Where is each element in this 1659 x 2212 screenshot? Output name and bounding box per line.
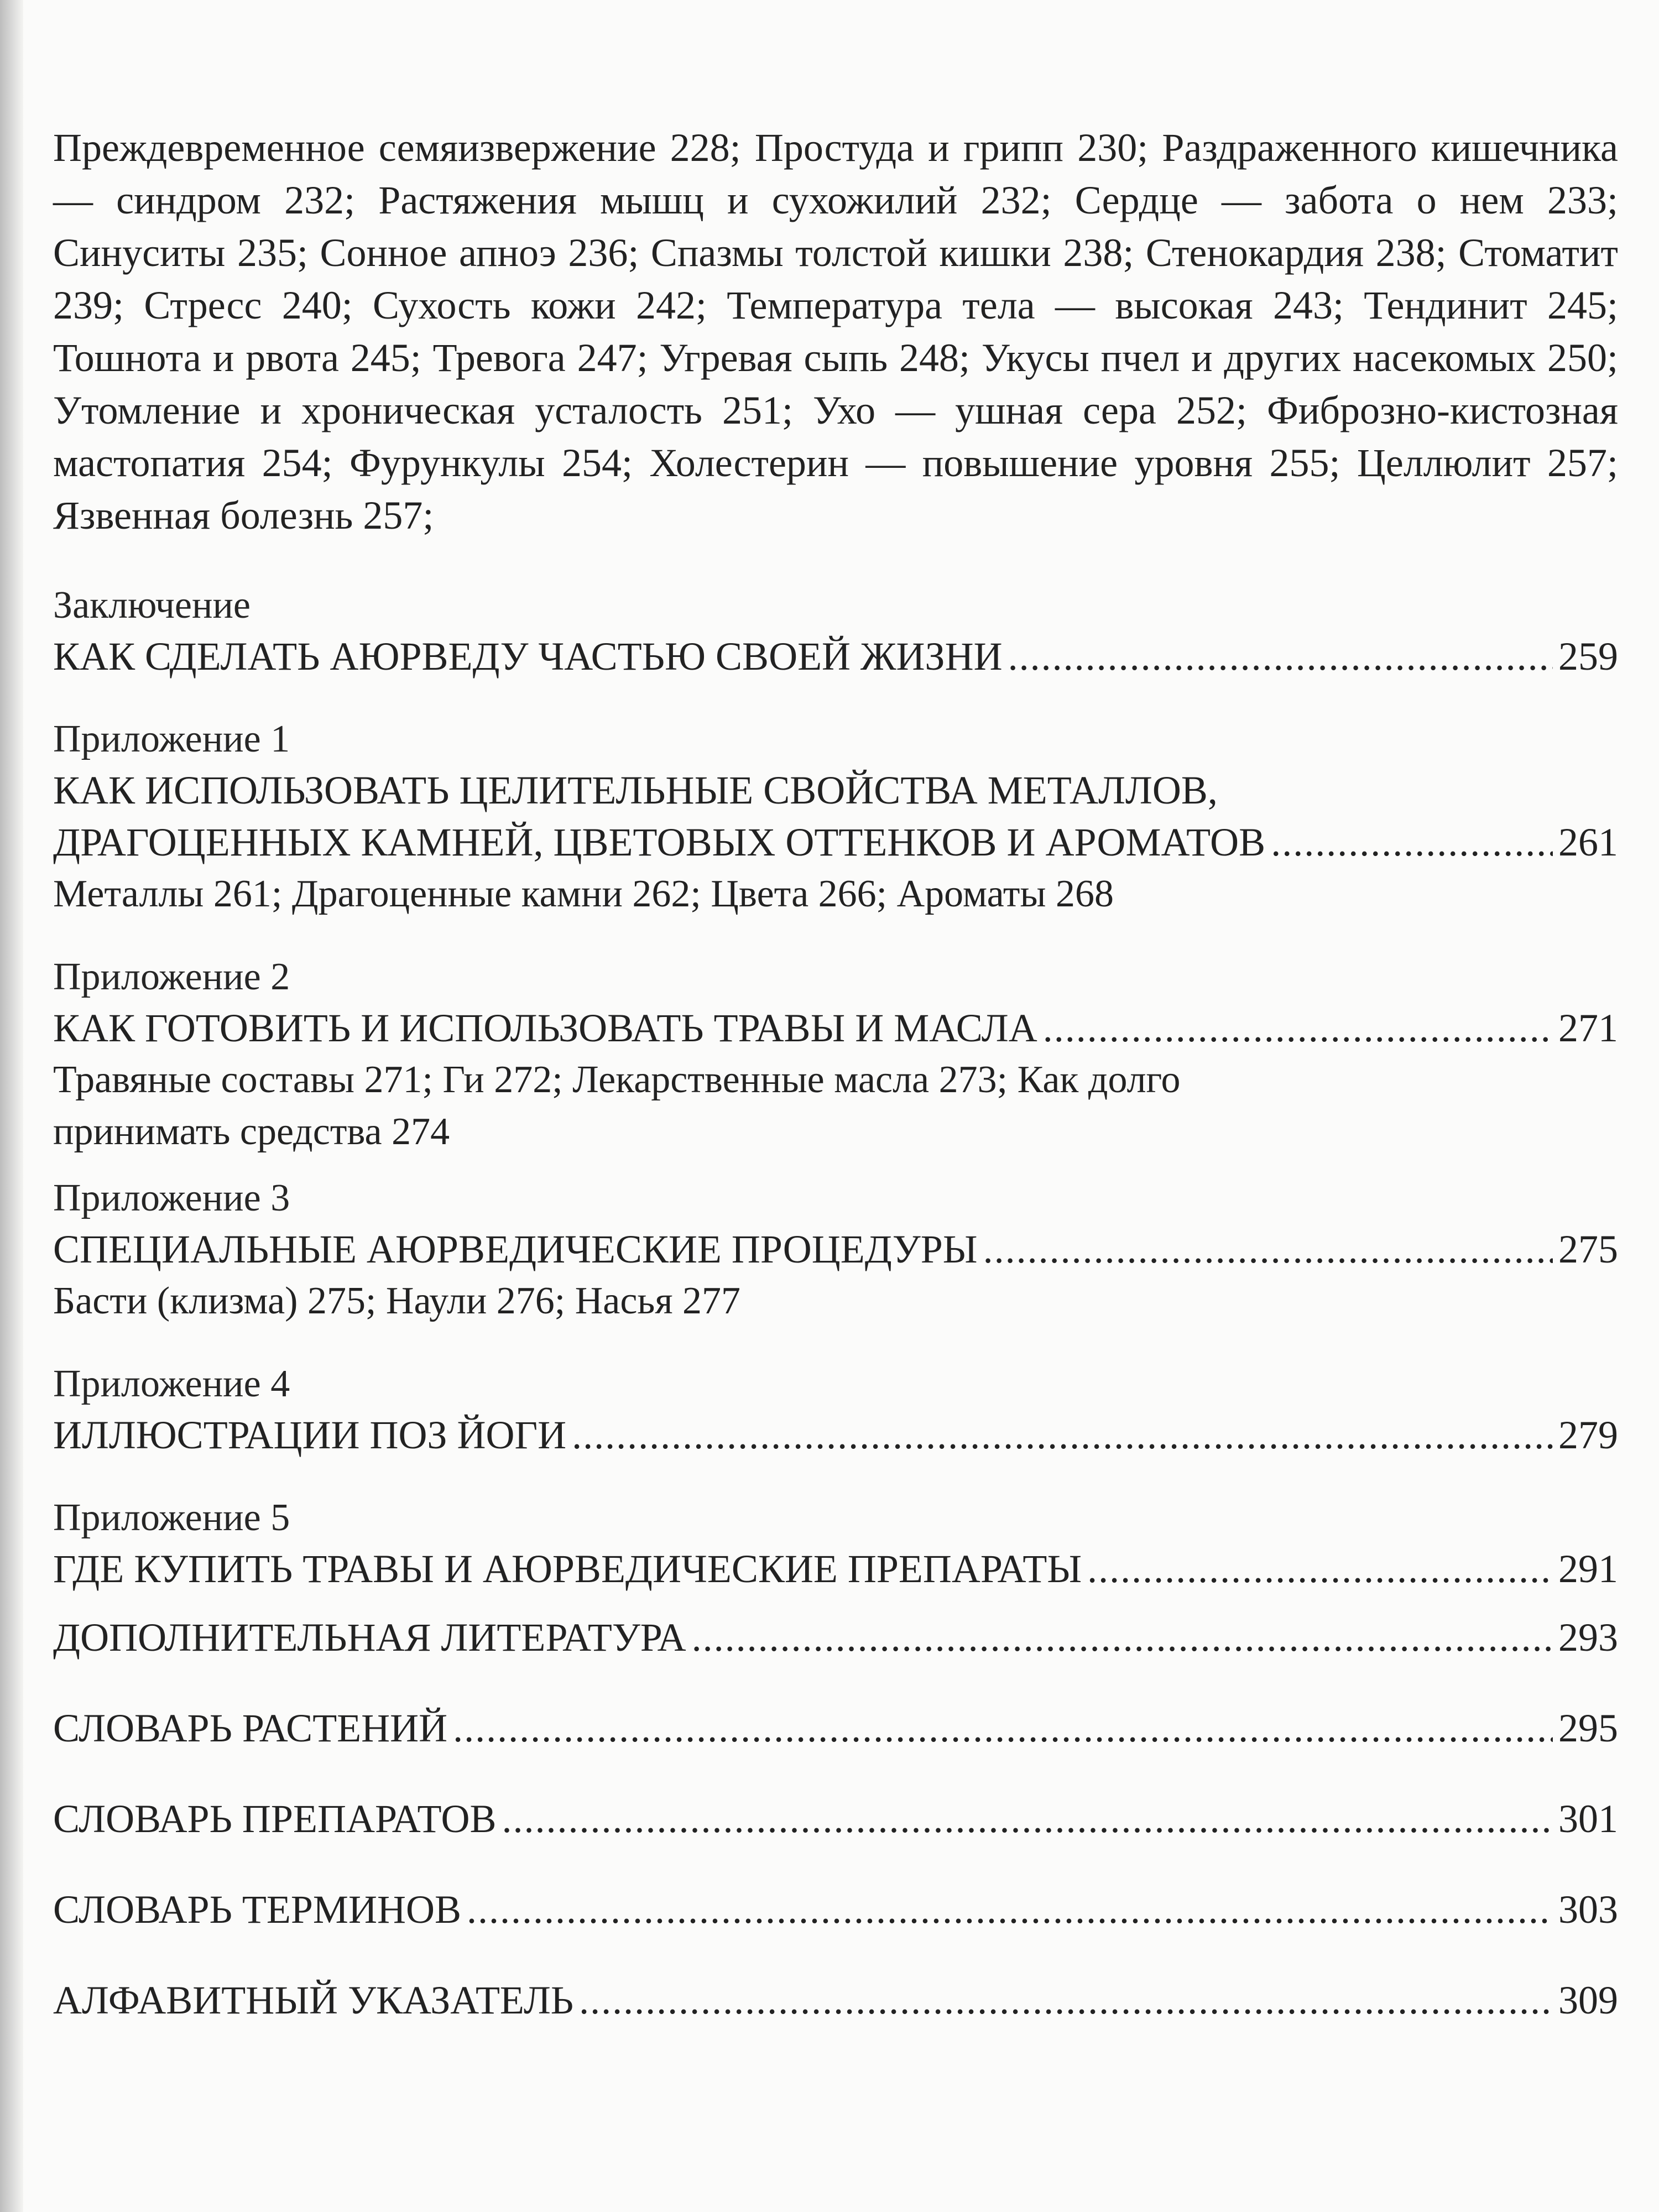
appendix-label: Приложение 2: [53, 956, 290, 998]
toc-page-number: 309: [1558, 1978, 1618, 2022]
toc-title: СЛОВАРЬ ТЕРМИНОВ: [53, 1887, 461, 1932]
toc-subentries: Металлы 261; Драгоценные камни 262; Цвета 266; Ароматы 268: [53, 873, 1114, 915]
toc-entry-preparations-glossary[interactable]: [53, 1793, 1618, 1845]
toc-entry-appendix-1[interactable]: [53, 816, 1618, 868]
dot-leader: [579, 1974, 1553, 2026]
toc-page-number: 279: [1558, 1413, 1618, 1457]
toc-entry-appendix-5[interactable]: [53, 1543, 1618, 1595]
conclusion-label: Заключение: [53, 584, 251, 627]
toc-page-number: 291: [1558, 1547, 1618, 1591]
dot-leader: [502, 1793, 1553, 1845]
appendix-3-section: [53, 1173, 1618, 1327]
toc-subentries: Басти (клизма) 275; Наули 276; Насья 277: [53, 1280, 741, 1322]
appendix-4-section: [53, 1359, 1618, 1461]
toc-title: КАК ГОТОВИТЬ И ИСПОЛЬЗОВАТЬ ТРАВЫ И МАСЛА: [53, 1006, 1037, 1050]
toc-entry-literature[interactable]: [53, 1611, 1618, 1663]
dot-leader: [1271, 816, 1553, 868]
dot-leader: [983, 1223, 1553, 1275]
appendix-label: Приложение 3: [53, 1177, 290, 1219]
appendix-label: Приложение 1: [53, 718, 290, 760]
toc-entry-plants-glossary[interactable]: [53, 1702, 1618, 1754]
toc-title: СПЕЦИАЛЬНЫЕ АЮРВЕДИЧЕСКИЕ ПРОЦЕДУРЫ: [53, 1227, 978, 1271]
toc-page-number: 301: [1558, 1797, 1618, 1841]
toc-title: ДРАГОЦЕННЫХ КАМНЕЙ, ЦВЕТОВЫХ ОТТЕНКОВ И АРОМАТОВ: [53, 820, 1266, 864]
dot-leader: [692, 1611, 1553, 1663]
toc-title: ГДЕ КУПИТЬ ТРАВЫ И АЮРВЕДИЧЕСКИЕ ПРЕПАРАТЫ: [53, 1547, 1082, 1591]
toc-page-number: 275: [1558, 1227, 1618, 1271]
toc-page-number: 271: [1558, 1006, 1618, 1050]
appendix-label: Приложение 4: [53, 1363, 290, 1405]
toc-page-number: 295: [1558, 1706, 1618, 1750]
toc-title: СЛОВАРЬ ПРЕПАРАТОВ: [53, 1797, 497, 1841]
toc-page: [53, 122, 1618, 2026]
toc-entry-conclusion[interactable]: [53, 630, 1618, 682]
appendix-5-section: [53, 1493, 1618, 1595]
toc-page-number: 303: [1558, 1887, 1618, 1932]
toc-title-line[interactable]: КАК ИСПОЛЬЗОВАТЬ ЦЕЛИТЕЛЬНЫЕ СВОЙСТВА МЕТАЛЛОВ,: [53, 768, 1218, 812]
toc-entry-terms-glossary[interactable]: [53, 1884, 1618, 1936]
toc-page-number: 259: [1558, 634, 1618, 679]
toc-entry-appendix-2[interactable]: [53, 1002, 1618, 1054]
toc-title: АЛФАВИТНЫЙ УКАЗАТЕЛЬ: [53, 1978, 574, 2022]
dot-leader: [572, 1409, 1553, 1461]
dot-leader: [1043, 1002, 1553, 1054]
toc-title: СЛОВАРЬ РАСТЕНИЙ: [53, 1706, 448, 1750]
appendix-1-section: [53, 714, 1618, 920]
toc-entry-appendix-4[interactable]: [53, 1409, 1618, 1461]
conclusion-section: [53, 581, 1618, 682]
dot-leader: [1087, 1543, 1553, 1595]
appendix-2-section: [53, 952, 1618, 1158]
toc-subentries: Травяные составы 271; Ги 272; Лекарственные масла 273; Как долго: [53, 1058, 1181, 1101]
dot-leader: [467, 1884, 1553, 1936]
toc-entry-alphabetical-index[interactable]: [53, 1974, 1618, 2026]
dot-leader: [453, 1702, 1553, 1754]
toc-title: ДОПОЛНИТЕЛЬНАЯ ЛИТЕРАТУРА: [53, 1615, 686, 1660]
toc-page-number: 293: [1558, 1615, 1618, 1660]
toc-title: ИЛЛЮСТРАЦИИ ПОЗ ЙОГИ: [53, 1413, 567, 1457]
dot-leader: [1008, 630, 1553, 682]
index-paragraph: Преждевременное семяизвержение 228; Простуда и грипп 230; Раздраженного кишечника — синдром 232; Растяжения мышц и сухожилий 232; Сердце — забота о нем 233; Синуситы 235; Сонное апноэ 236; Спазмы толстой кишки 238; Стенокардия 238; Стоматит 239; Стресс 240; Сухость кожи 242; Температура тела — высокая 243; Тендинит 245; Тошнота и рвота 245; Тревога 247; Угревая сыпь 248; Укусы пчел и других насекомых 250; Утомление и хроническая усталость 251; Ухо — ушная сера 252; Фиброзно-кистозная мастопатия 254; Фурункулы 254; Холестерин — повышение уровня 255; Целлюлит 257; Язвенная болезнь 257;: [53, 126, 1618, 538]
toc-subentries: принимать средства 274: [53, 1110, 450, 1153]
toc-entry-appendix-3[interactable]: [53, 1223, 1618, 1275]
appendix-label: Приложение 5: [53, 1496, 290, 1539]
page-edge-shadow: [0, 0, 23, 2212]
toc-page-number: 261: [1558, 820, 1618, 864]
toc-title: КАК СДЕЛАТЬ АЮРВЕДУ ЧАСТЬЮ СВОЕЙ ЖИЗНИ: [53, 634, 1003, 679]
